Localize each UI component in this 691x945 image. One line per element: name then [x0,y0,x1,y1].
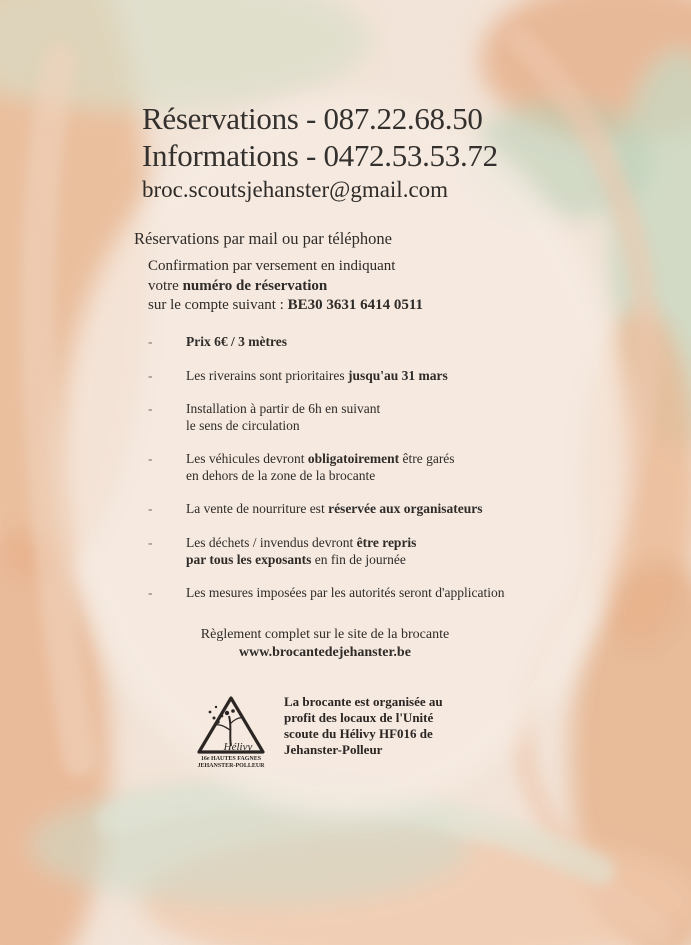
reservation-number-label: numéro de réservation [182,277,328,294]
logo-caption-1: 16e HAUTES FAGNES [200,756,262,762]
rule-text-bold: être repris [356,535,417,550]
rule-text: Les mesures imposées par les autorités seront d'application [186,585,505,600]
rules-notice [150,626,500,662]
payment-line-3 [148,296,423,316]
reservation-phone: Réservations - 087.22.68.50 [142,101,483,136]
bullet-dash: - [148,535,153,550]
organisation-note [284,694,443,758]
organisation-line-3: scoute du Hélivy HF016 de [284,726,433,741]
rule-text-end: être garés [399,451,455,466]
logo-caption-2: JEHANSTER-POLLEUR [197,763,265,769]
bullet-dash: - [148,451,153,466]
payment-line-2-text: votre [148,277,183,294]
bullet-dash: - [148,585,153,600]
reservation-title: Réservations par mail ou par téléphone [134,229,392,248]
rule-text-line2: en dehors de la zone de la brocante [186,468,376,483]
rule-text-line2: en fin de journée [311,552,406,567]
bank-account: BE30 3631 6414 0511 [287,297,423,313]
contact-email[interactable]: broc.scoutsjehanster@gmail.com [142,177,449,202]
rule-text: Les véhicules devront [186,451,308,466]
organisation-line-4: Jehanster-Polleur [284,742,383,757]
scout-unit-logo [194,694,268,776]
rule-text-line2-bold: par tous les exposants [186,552,312,567]
rule-text-bold: jusqu'au 31 mars [347,368,448,383]
rule-text-line2: le sens de circulation [186,418,300,433]
rule-text: Les déchets / invendus devront [186,535,357,550]
website-link[interactable]: www.brocantedejehanster.be [239,645,411,660]
organisation-line-1: La brocante est organisée au [284,694,443,709]
rule-text: La vente de nourriture est [186,501,329,516]
rule-text-bold: obligatoirement [307,451,400,466]
rule-text-bold: réservée aux organisateurs [328,501,483,516]
rule-text: Installation à partir de 6h en suivant [186,401,381,416]
bullet-dash: - [148,334,153,349]
rule-text: Les riverains sont prioritaires [186,368,348,383]
organisation-line-2: profit des locaux de l'Unité [284,710,434,725]
payment-instructions [148,257,423,316]
bullet-dash: - [148,401,153,416]
rules-notice-text: Règlement complet sur le site de la brocante [200,627,450,642]
information-phone: Informations - 0472.53.53.72 [142,138,498,173]
contact-block [142,100,498,205]
tree-triangle-icon [194,694,268,756]
bullet-dash: - [148,501,153,516]
payment-line-2 [148,277,423,297]
rule-text: Prix 6€ / 3 mètres [186,334,287,349]
payment-line-1: Confirmation par versement en indiquant [148,258,396,274]
logo-wordmark: Hélivy [223,741,253,753]
bullet-dash: - [148,368,153,383]
payment-line-3-text: sur le compte suivant : [148,297,288,313]
